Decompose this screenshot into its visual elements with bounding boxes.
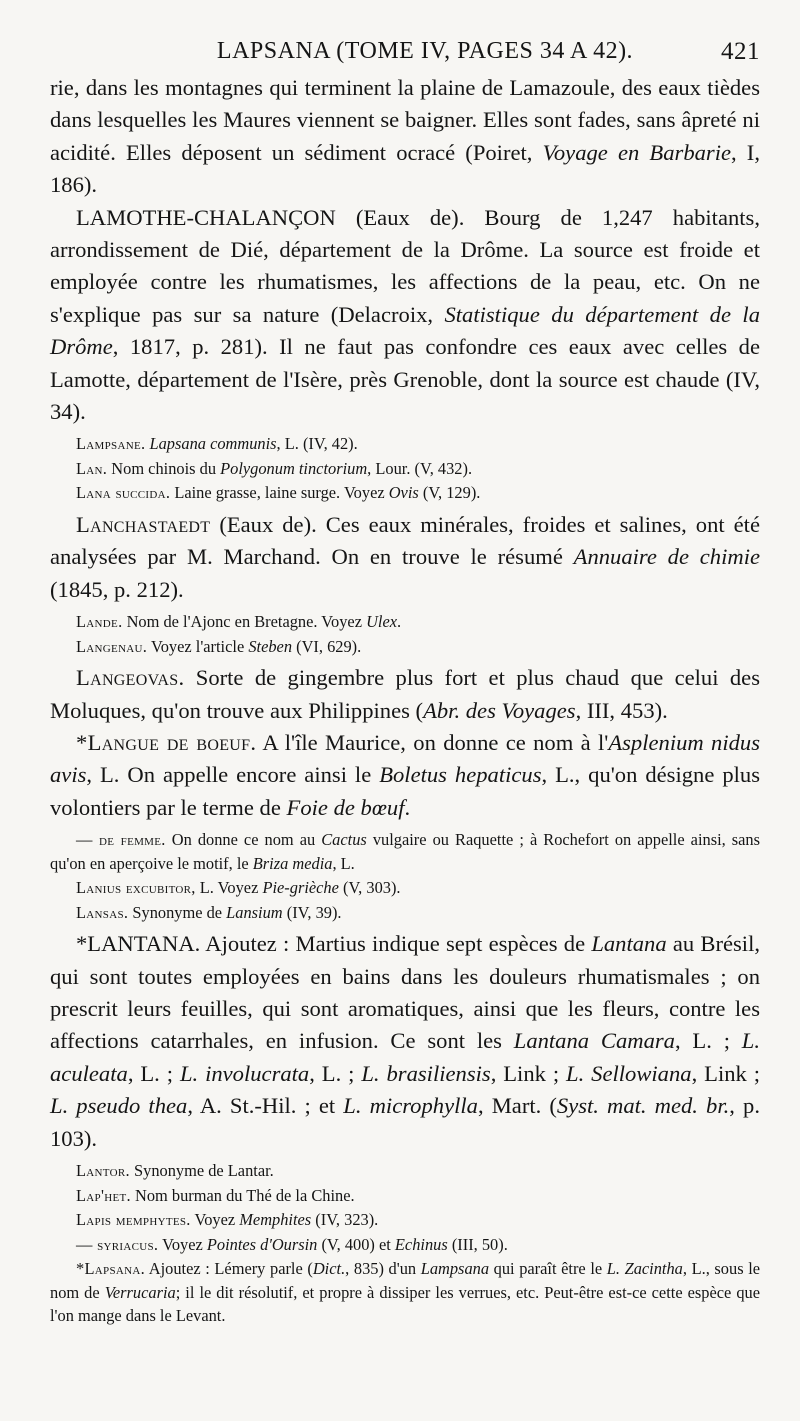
entry-latin-name: L. Sellowiana: [566, 1060, 692, 1086]
entry-headword: Lansas.: [76, 902, 129, 922]
entry-citation: Dict.: [312, 1259, 346, 1279]
entry-langenau: [50, 635, 760, 659]
entry-headword: Lap'het.: [76, 1185, 131, 1205]
entry-text: , p. 103).: [50, 1093, 760, 1151]
entry-text: , III, 453).: [575, 697, 668, 723]
entry-cross-reference: Lansium: [226, 902, 283, 922]
entry-cross-reference: Foie de bœuf: [286, 794, 405, 820]
entry-text: , L. ;: [674, 1028, 742, 1054]
entry-text: On donne ce nom au: [165, 830, 322, 850]
entry-headword: Lan.: [76, 458, 108, 478]
entry-text: Voyez: [158, 1234, 207, 1254]
entry-text: Laine grasse, laine surge. Voyez: [170, 483, 389, 503]
entry-latin-name: Asplenium nidus avis: [50, 730, 761, 788]
entry-text: (V, 400) et: [317, 1234, 395, 1254]
entry-latin-name: Briza media: [252, 853, 333, 873]
entry-text: , L. ;: [127, 1060, 180, 1086]
entry-text: Voyez l'article: [147, 636, 249, 656]
entry-citation: Annuaire de chimie: [573, 544, 760, 570]
entry-lantana: [50, 928, 760, 1155]
entry-text: au Brésil, qui sont toutes employées en bains dans les douleurs rhumatismales ; on prescrit leurs feuilles, qui sont aromatiques, ainsi que les fleurs, contre les affections catarrhales, en infusion. Ce sont les: [50, 931, 760, 1054]
entry-lan: [50, 457, 760, 481]
entry-headword: Lanius excubitor,: [76, 878, 196, 898]
entry-headword: Lanchastaedt: [76, 511, 211, 537]
entry-text: , L., qu'on désigne plus volontiers par le terme de: [50, 762, 760, 820]
entry-lantor: [50, 1159, 760, 1183]
entry-text: L. Voyez: [195, 878, 263, 898]
entry-cross-reference: Ulex: [366, 612, 398, 632]
entry-text: .: [404, 794, 411, 820]
entry-cross-reference: Pointes d'Oursin: [206, 1234, 318, 1254]
entry-latin-name: L. involucrata: [179, 1060, 310, 1086]
entry-de-femme: [50, 828, 760, 875]
entry-langue-de-boeuf: [50, 727, 760, 824]
entry-headword: Lampsane.: [76, 434, 146, 454]
entry-text: (IV, 323).: [311, 1210, 379, 1230]
entry-maures-continuation: [50, 72, 760, 202]
entry-lansas: [50, 901, 760, 925]
entry-text: .: [397, 612, 402, 632]
entry-lanius-excubitor: [50, 876, 760, 900]
entry-latin-name: L. pseudo thea: [50, 1093, 188, 1119]
entry-text: , Link ;: [490, 1060, 567, 1086]
entry-latin-name: Boletus hepaticus: [379, 762, 542, 788]
entry-text: vulgaire ou Raquette ; à Rochefort on appelle ainsi, sans qu'on en aperçoive le motif, le: [50, 830, 761, 873]
entry-headword: Langenau.: [76, 636, 148, 656]
running-head-title: LAPSANA (TOME IV, PAGES 34 A 42).: [216, 38, 634, 64]
entry-headword: Lande.: [76, 612, 123, 632]
entry-text: rie, dans les montagnes qui terminent la plaine de Lamazoule, des eaux tièdes dans lesquelles les Maures viennent se baigner. Elles sont fades, sans âpreté ni acidité. Elles déposent un sédiment ocracé (Poiret,: [50, 75, 760, 165]
entry-text: A l'île Maurice, on donne ce nom à l': [256, 730, 609, 755]
entry-text: (V, 129).: [418, 483, 481, 503]
entry-text: (IV, 39).: [282, 902, 342, 922]
entry-text: , L.: [332, 853, 355, 873]
entry-text: , A. St.-Hil. ; et: [187, 1093, 344, 1119]
entry-text: , Link ;: [691, 1060, 761, 1086]
entry-langeovas: [50, 662, 760, 727]
entry-text: , L. (IV, 42).: [276, 434, 358, 454]
entry-text: ; il le dit résolutif, et propre à dissiper les verrues, etc. Peut-être est-ce cette espèce que l'on mange dans le Levant.: [50, 1282, 760, 1326]
entry-latin-name: Cactus: [321, 830, 367, 850]
entry-text: Synonyme de Lantar.: [129, 1161, 274, 1181]
entry-cross-reference: Pie-grièche: [262, 878, 339, 898]
entry-latin-name: Verrucaria: [104, 1282, 176, 1302]
entry-text: Nom chinois du: [107, 458, 221, 478]
entry-syriacus: [50, 1233, 760, 1257]
entry-latin-name: L. Zacintha: [606, 1259, 683, 1279]
entry-text: Ajoutez : Martius indique sept espèces de: [200, 931, 592, 957]
entry-text: qui paraît être le: [489, 1259, 607, 1279]
entry-text: Sorte de gingembre plus fort et plus chaud que celui des Moluques, qu'on trouve aux Philippines (: [50, 665, 760, 723]
entry-headword: Lantor.: [76, 1161, 130, 1181]
entry-citation: Statistique du département de la Drôme: [50, 301, 760, 360]
entry-latin-name: Lampsana: [420, 1259, 490, 1279]
entry-citation: Voyage en Barbarie: [542, 139, 732, 165]
entry-lapsana: [50, 1257, 760, 1328]
entry-text: (III, 50).: [447, 1234, 508, 1254]
entry-text: Nom de l'Ajonc en Bretagne. Voyez: [122, 612, 367, 632]
entry-latin-name: Lapsana communis: [149, 434, 277, 454]
entry-lana-succida: [50, 481, 760, 505]
entry-laphet: [50, 1184, 760, 1208]
entry-headword: *LANTANA.: [76, 931, 201, 957]
entry-headword: Lana succida.: [76, 483, 171, 503]
entry-text: (Eaux de). Bourg de 1,247 habitants, arrondissement de Dié, département de la Drôme. La source est froide et employée contre les rhumatismes, les affections de la peau, etc. On ne s'explique pas sur sa nature (Delacroix,: [50, 204, 760, 327]
entry-lampsane: [50, 432, 760, 456]
entry-headword: *Lapsana.: [76, 1259, 146, 1279]
page-number: 421: [721, 38, 760, 65]
entry-headword: — de femme.: [76, 830, 166, 850]
entry-latin-name: Polygonum tinctorium: [220, 458, 368, 478]
entry-text: , Lour. (V, 432).: [367, 458, 473, 478]
entry-lapis-memphytes: [50, 1208, 760, 1232]
entry-cross-reference: Echinus: [394, 1234, 448, 1254]
entry-cross-reference: Memphites: [239, 1210, 312, 1230]
entry-headword: *Langue de boeuf.: [76, 730, 257, 755]
entry-text: Synonyme de: [128, 902, 227, 922]
entry-headword: Lapis memphytes.: [76, 1210, 191, 1230]
entry-latin-name: Lantana: [591, 931, 667, 957]
entry-text: , L. On appelle encore ainsi le: [86, 762, 380, 788]
entry-cross-reference: Steben: [248, 636, 293, 656]
entry-latin-name: L. brasiliensis: [361, 1060, 491, 1086]
entry-latin-name: Lantana Camara: [513, 1028, 675, 1054]
entry-text: , Mart. (: [477, 1093, 557, 1119]
entry-headword: LAMOTHE-CHALANÇON: [76, 204, 336, 230]
entry-cross-reference: Ovis: [388, 483, 419, 503]
entry-text: , 1817, p. 281). Il ne faut pas confondre ces eaux avec celles de Lamotte, département de l'Isère, près Grenoble, dont la source est chaude (IV, 34).: [50, 334, 760, 425]
running-head: [50, 38, 760, 72]
entry-lamothe-chalancon: [50, 202, 760, 429]
entry-text: , L., sous le nom de: [50, 1259, 761, 1302]
entry-latin-name: L. microphylla: [343, 1093, 478, 1119]
entry-citation: Abr. des Voyages: [423, 697, 576, 723]
entry-text: , 835) d'un: [345, 1259, 421, 1279]
entry-text: (V, 303).: [338, 878, 401, 898]
entry-text: (Eaux de). Ces eaux minérales, froides et salines, ont été analysées par M. Marchand. On en trouve le résumé: [50, 511, 760, 570]
entry-latin-name: L. aculeata: [50, 1028, 761, 1086]
entry-text: Nom burman du Thé de la Chine.: [130, 1185, 355, 1205]
entry-lanchastaedt: [50, 509, 760, 606]
entry-text: Ajoutez : Lémery parle (: [145, 1259, 313, 1279]
entry-headword: — syriacus.: [76, 1234, 159, 1254]
entry-text: Voyez: [190, 1210, 240, 1230]
entry-headword: Langeovas.: [76, 665, 185, 691]
entry-text: (VI, 629).: [292, 636, 362, 656]
entry-text: , I, 186).: [50, 139, 760, 198]
page-body: [50, 72, 760, 1328]
entry-text: , L. ;: [309, 1060, 362, 1086]
entry-citation: Syst. mat. med. br.: [556, 1093, 730, 1119]
entry-lande: [50, 610, 760, 634]
entry-text: (1845, p. 212).: [50, 576, 184, 602]
